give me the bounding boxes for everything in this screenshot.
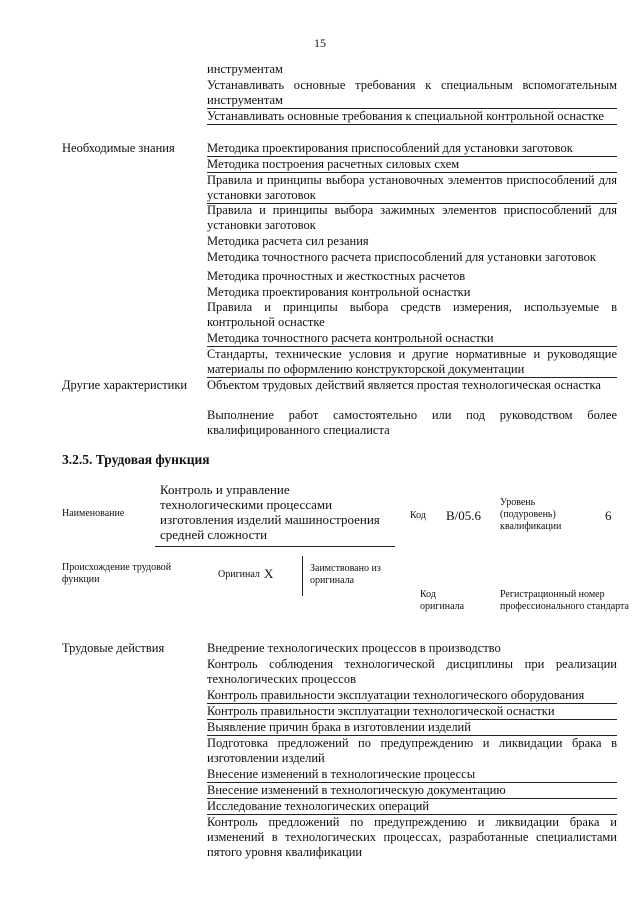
knowledge-item: Правила и принципы выбора зажимных элементов приспособлений для установки заготовок xyxy=(207,203,617,232)
function-heading: 3.2.5. Трудовая функция xyxy=(62,452,210,467)
origin-label: Происхождение трудовой функции xyxy=(62,562,172,585)
knowledge-item: Правила и принципы выбора установочных элементов приспособлений для установки заготовок xyxy=(207,173,617,202)
reg-number-label: Регистрационный номер профессионального стандарта xyxy=(500,589,629,612)
actions-label: Трудовые действия xyxy=(62,641,165,655)
action-item: Контроль правильности эксплуатации технологической оснастки xyxy=(207,704,617,720)
code-label: Код xyxy=(410,510,426,521)
other-item: Выполнение работ самостоятельно или под руководством более квалифицированного специалиста xyxy=(207,408,617,437)
action-item: Подготовка предложений по предупреждению и ликвидации брака в изготовлении изделий xyxy=(207,736,617,765)
knowledge-tail-item: Устанавливать основные требования к специальной контрольной оснастке xyxy=(207,109,617,125)
other-label: Другие характеристики xyxy=(62,378,188,392)
page-number: 15 xyxy=(314,36,326,50)
code-value: B/05.6 xyxy=(446,508,482,523)
knowledge-tail-item: Устанавливать основные требования к специальным вспомогательным инструментам xyxy=(207,78,617,107)
knowledge-item: Методика проектирования приспособлений для установки заготовок xyxy=(207,141,617,157)
other-item: Объектом трудовых действий является простая технологическая оснастка xyxy=(207,378,601,392)
knowledge-item: Правила и принципы выбора средств измерения, используемые в контрольной оснастке xyxy=(207,300,617,329)
origin-divider xyxy=(302,556,303,596)
knowledge-item: Методика точностного расчета контрольной оснастки xyxy=(207,331,617,347)
action-item: Контроль соблюдения технологической дисциплины при реализации технологических процессов xyxy=(207,657,617,686)
action-item: Внесение изменений в технологические процессы xyxy=(207,767,617,783)
name-value: Контроль и управление технологическими процессами изготовления изделий машиностроения средней сложности xyxy=(160,482,380,542)
level-value: 6 xyxy=(605,508,612,523)
action-item: Внедрение технологических процессов в производство xyxy=(207,641,501,655)
knowledge-item: Методика точностного расчета приспособлений для установки заготовок xyxy=(207,250,596,264)
knowledge-item: Методика проектирования контрольной оснастки xyxy=(207,285,471,299)
action-item: Контроль правильности эксплуатации технологического оборудования xyxy=(207,688,617,704)
level-label: Уровень (подуровень) квалификации xyxy=(500,497,562,532)
name-underline xyxy=(155,546,395,547)
knowledge-item: Стандарты, технические условия и другие нормативные и руководящие материалы по оформлению конструкторской документации xyxy=(207,347,617,376)
original-label: Оригинал xyxy=(218,569,260,580)
knowledge-tail-item: инструментам xyxy=(207,62,283,76)
knowledge-label: Необходимые знания xyxy=(62,141,175,155)
action-item: Внесение изменений в технологическую документацию xyxy=(207,783,617,799)
code-original-label: Код оригинала xyxy=(420,589,465,612)
knowledge-item: Методика прочностных и жесткостных расчетов xyxy=(207,269,466,283)
knowledge-item: Методика расчета сил резания xyxy=(207,234,369,248)
action-item: Исследование технологических операций xyxy=(207,799,617,815)
action-item: Выявление причин брака в изготовлении изделий xyxy=(207,720,617,736)
action-item: Контроль предложений по предупреждению и ликвидации брака и изменений в технологических процессах, разработанные специалистами пятого уровня квалификации xyxy=(207,815,617,859)
borrowed-label: Заимствовано из оригинала xyxy=(310,563,381,586)
knowledge-item: Методика построения расчетных силовых схем xyxy=(207,157,617,173)
name-label: Наименование xyxy=(62,508,125,519)
original-mark: X xyxy=(264,566,274,581)
